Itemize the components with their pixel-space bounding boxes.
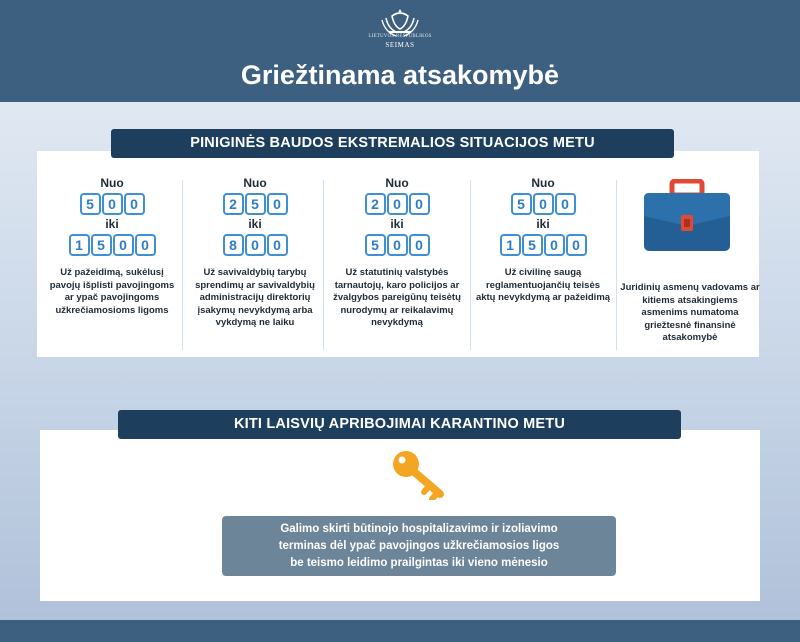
to-label: iki	[105, 217, 119, 231]
to-label: iki	[390, 217, 404, 231]
fine-description: Už pažeidimą, sukėlusį pavojų išplisti pavojingoms ar ypač pavojingoms užkrečiamosioms ligoms	[49, 267, 175, 316]
info-line-3: be teismo leidimo prailgintas iki vieno mėnesio	[290, 557, 548, 569]
amount-digit: 0	[566, 234, 587, 256]
info-line-2: terminas dėl ypač pavojingos užkrečiamosios ligos	[278, 540, 560, 552]
amount-digit: 0	[409, 193, 430, 215]
fine-description: Už civilinę saugą reglamentuojančių teisės aktų nevykdymą ar pažeidimą	[475, 267, 611, 303]
fine-column-3	[327, 176, 467, 354]
info-line-1: Galimo skirti būtinojo hospitalizavimo ir izoliavimo	[280, 523, 558, 535]
amount-digit: 0	[267, 234, 288, 256]
from-label: Nuo	[531, 176, 555, 190]
amount-digit: 0	[124, 193, 145, 215]
key-icon	[390, 448, 448, 500]
amount-digit: 1	[500, 234, 521, 256]
amount-digit: 1	[69, 234, 90, 256]
amount-digit: 0	[113, 234, 134, 256]
amount-digit: 0	[387, 234, 408, 256]
fine-from-amount	[185, 193, 325, 215]
amount-digit: 0	[409, 234, 430, 256]
amount-digit: 0	[544, 234, 565, 256]
from-label: Nuo	[100, 176, 124, 190]
column-divider	[616, 180, 617, 350]
amount-digit: 0	[267, 193, 288, 215]
from-label: Nuo	[385, 176, 409, 190]
amount-digit: 0	[533, 193, 554, 215]
to-label: iki	[536, 217, 550, 231]
amount-digit: 5	[91, 234, 112, 256]
fine-description: Už savivaldybių tarybų sprendimų ar savivaldybių administracijų direktorių įsakymų nevykdymą arba vykdymą ne laiku	[195, 267, 315, 328]
fine-to-amount	[185, 234, 325, 256]
to-label: iki	[248, 217, 262, 231]
fine-description: Už statutinių valstybės tarnautojų, karo policijos ar žvalgybos pareigūnų teisėtų nurodymų ar reikalavimų nevykdymą	[333, 267, 461, 328]
fine-from-amount	[327, 193, 467, 215]
fine-column-1	[42, 176, 182, 354]
amount-digit: 5	[511, 193, 532, 215]
fine-column-2	[185, 176, 325, 354]
amount-digit: 5	[522, 234, 543, 256]
column-divider	[182, 180, 183, 350]
from-label: Nuo	[243, 176, 267, 190]
fine-to-amount	[473, 234, 613, 256]
column-divider	[470, 180, 471, 350]
column-divider	[323, 180, 324, 350]
logo-text-small: LIETUVOS RESPUBLIKOS	[368, 34, 432, 39]
amount-digit: 5	[245, 193, 266, 215]
quarantine-banner: KITI LAISVIŲ APRIBOJIMAI KARANTINO METU	[118, 410, 681, 439]
briefcase-icon	[642, 179, 732, 253]
amount-digit: 2	[223, 193, 244, 215]
amount-digit: 8	[223, 234, 244, 256]
fine-from-amount	[42, 193, 182, 215]
amount-digit: 0	[245, 234, 266, 256]
amount-digit: 5	[80, 193, 101, 215]
fine-to-amount	[42, 234, 182, 256]
fine-from-amount	[473, 193, 613, 215]
amount-digit: 0	[135, 234, 156, 256]
amount-digit: 0	[555, 193, 576, 215]
amount-digit: 5	[365, 234, 386, 256]
page-title: Griežtinama atsakomybė	[240, 60, 560, 90]
amount-digit: 0	[102, 193, 123, 215]
amount-digit: 0	[387, 193, 408, 215]
fines-banner: PINIGINĖS BAUDOS EKSTREMALIOS SITUACIJOS METU	[111, 129, 674, 158]
footer-bar	[0, 620, 800, 642]
header	[0, 0, 800, 102]
hospitalization-info	[222, 516, 616, 576]
fine-to-amount	[327, 234, 467, 256]
amount-digit: 2	[365, 193, 386, 215]
logo-text-seimas: SEIMAS	[385, 41, 415, 49]
legal-entities-description: Juridinių asmenų vadovams ar kitiems atsakingiems asmenims numatoma griežtesnė finansinė atsakomybė	[620, 282, 760, 343]
fine-column-4	[473, 176, 613, 354]
